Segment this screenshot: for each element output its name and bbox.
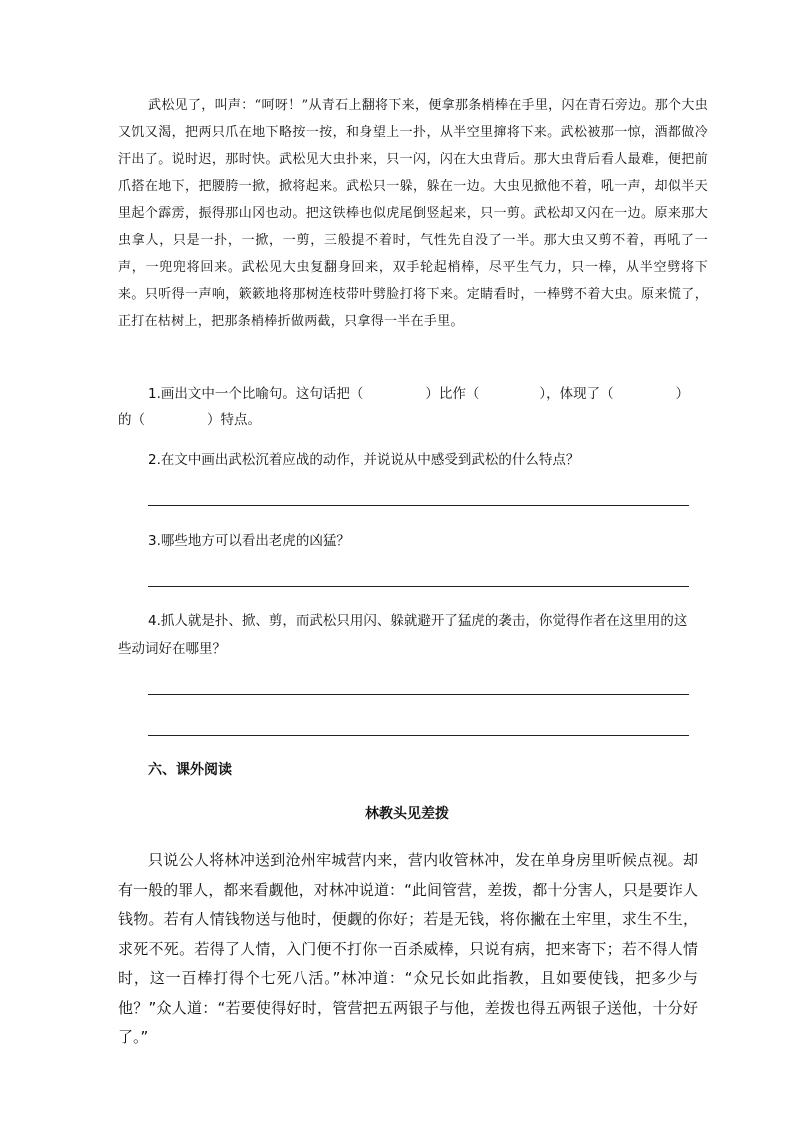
question-1-text-a: 1.画出文中一个比喻句。这句话把（ <box>148 386 364 402</box>
reading-passage: 只说公人将林冲送到沧州牢城营内来，营内收管林冲，发在单身房里听候点视。却有一般的罪人，都来看觑他，对林冲说道：“此间管营，差拨，都十分害人，只是要诈人钱物。若有人情钱物送与他时，便觑的你好；若是无钱，将你撇在土牢里，求生不生，求死不死。若得了人情，入门便不打你一百杀威棒，只说有病，把来寄下；若不得人情时，这一百棒打得个七死八活。”林冲道：“众兄长如此指教，且如要使钱，把多少与他？”众人道：“若要使得好时，管营把五两银子与他，差拨也得五两银子送他，十分好了。” <box>118 851 698 1046</box>
section-title: 六、课外阅读 <box>148 762 232 778</box>
question-1-text-e: 的（ <box>118 412 145 428</box>
question-1-text-f: ）特点。 <box>207 412 261 428</box>
question-2 <box>118 447 698 473</box>
question-1-text-d: ） <box>675 386 690 402</box>
answer-line-q2[interactable] <box>148 505 689 506</box>
question-1-text-b: ）比作（ <box>425 386 480 402</box>
question-1 <box>118 381 698 433</box>
question-3 <box>118 528 698 554</box>
question-4-text: 4.抓人就是扑、掀、剪，而武松只用闪、躲就避开了猛虎的袭击，你觉得作者在这里用的这些动词好在哪里？ <box>118 613 688 657</box>
answer-line-q4-1[interactable] <box>148 694 689 695</box>
answer-line-q3[interactable] <box>148 586 689 587</box>
question-4 <box>118 607 698 663</box>
question-1-text-c: ），体现了（ <box>539 386 614 402</box>
question-2-text: 2.在文中画出武松沉着应战的动作，并说说从中感受到武松的什么特点？ <box>148 452 580 468</box>
question-3-text: 3.哪些地方可以看出老虎的凶猛？ <box>148 533 350 549</box>
article-title: 林教头见差拨 <box>365 806 449 822</box>
answer-line-q4-2[interactable] <box>148 735 689 736</box>
story-passage: 武松见了，叫声：“呵呀！”从青石上翻将下来，便拿那条梢棒在手里，闪在青石旁边。那个大虫又饥又渴，把两只爪在地下略按一按，和身望上一扑，从半空里撺将下来。武松被那一惊，酒都做冷汗出了。说时迟，那时快。武松见大虫扑来，只一闪，闪在大虫背后。那大虫背后看人最难，便把前爪搭在地下，把腰胯一掀，掀将起来。武松只一躲，躲在一边。大虫见掀他不着，吼一声，却似半天里起个霹雳，振得那山冈也动。把这铁棒也似虎尾倒竖起来，只一剪。武松却又闪在一边。原来那大虫拿人，只是一扑，一掀，一剪，三般提不着时，气性先自没了一半。那大虫又剪不着，再吼了一声，一兜兜将回来。武松见大虫复翻身回来，双手轮起梢棒，尽平生气力，只一棒，从半空劈将下来。只听得一声响，簌簌地将那树连枝带叶劈脸打将下来。定睛看时，一棒劈不着大虫。原来慌了，正打在枯树上，把那条梢棒折做两截，只拿得一半在手里。 <box>118 98 708 329</box>
